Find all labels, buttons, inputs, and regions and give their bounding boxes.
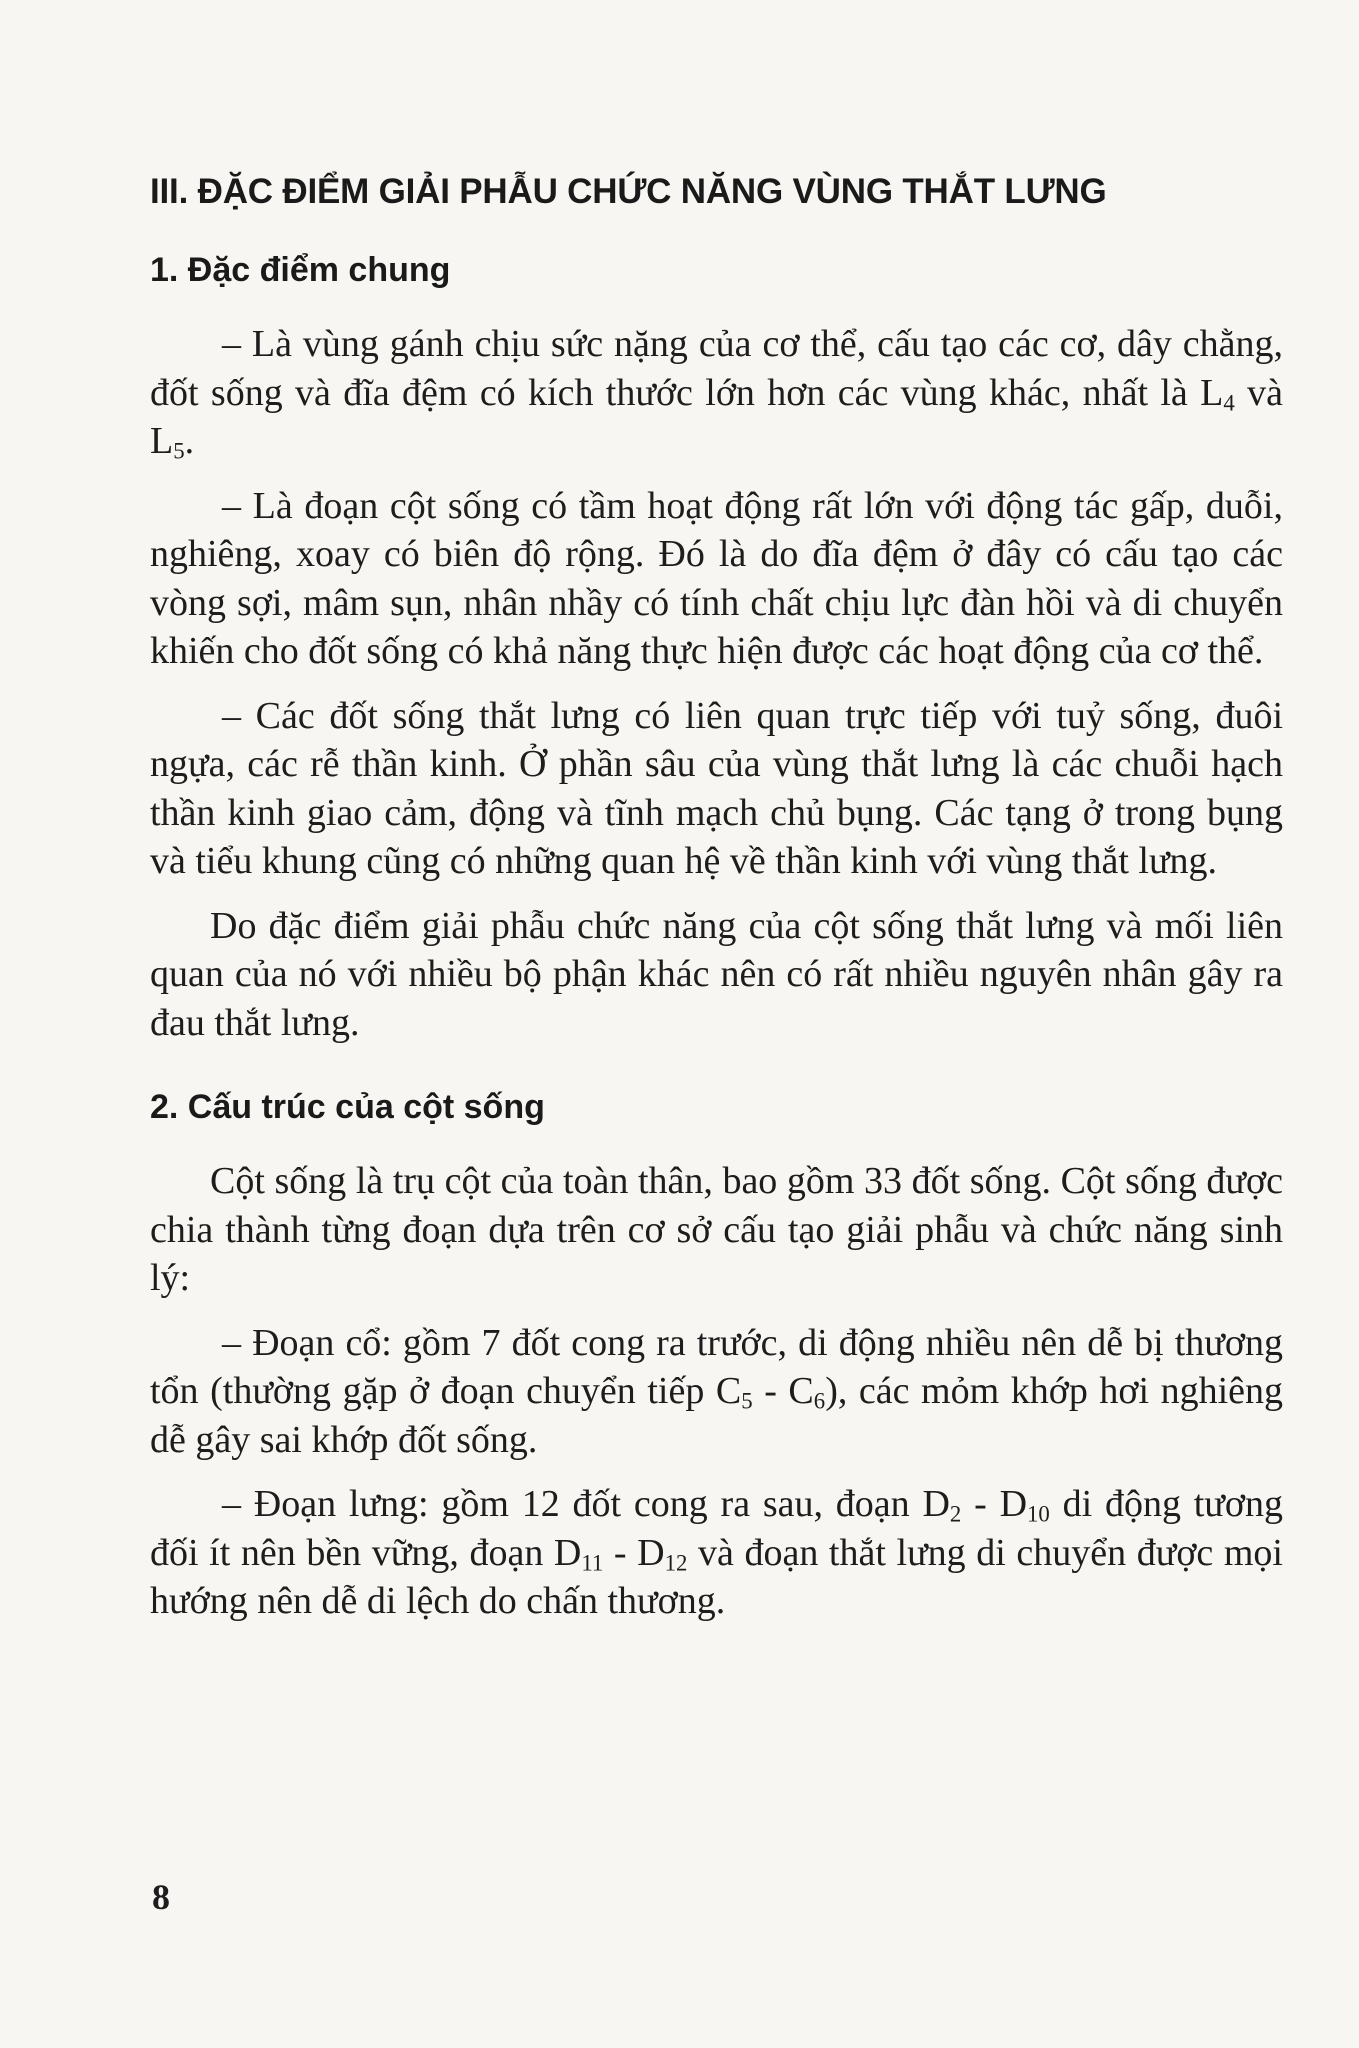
paragraph-3: – Các đốt sống thắt lưng có liên quan trực tiếp với tuỷ sống, đuôi ngựa, các rễ thần kinh. Ở phần sâu của vùng thắt lưng là các chuỗi hạch thần kinh giao cảm, động và tĩnh mạch chủ bụng. Các tạng ở trong bụng và tiểu khung cũng có những quan hệ về thần kinh với vùng thắt lưng.: [150, 694, 1283, 882]
subsection-2-title: 2. Cấu trúc của cột sống: [150, 1088, 545, 1126]
paragraph-6-text: – Đoạn cổ: gồm 7 đốt cong ra trước, di động nhiều nên dễ bị thương tổn (thường gặp ở đoạn chuyển tiếp C: [150, 1321, 1283, 1412]
paragraph-7-part: di động tương đối ít nên bền vững, đoạn D: [150, 1483, 1283, 1574]
paragraph-6-mid: - C: [752, 1370, 814, 1412]
paragraph-2: – Là đoạn cột sống có tầm hoạt động rất lớn với động tác gấp, duỗi, nghiêng, xoay có biên độ rộng. Đó là do đĩa đệm ở đây có cấu tạo các vòng sợi, mâm sụn, nhân nhầy có tính chất chịu lực đàn hồi và di chuyển khiến cho đốt sống có khả năng thực hiện được các hoạt động của cơ thể.: [150, 484, 1283, 672]
subsection-1-title: 1. Đặc điểm chung: [150, 251, 451, 289]
subscript: 5: [173, 438, 185, 464]
paragraph-7-part: - D: [961, 1483, 1028, 1525]
page-number: 8: [152, 1877, 170, 1917]
paragraph-7-part: - D: [603, 1531, 665, 1574]
paragraph-1: [150, 320, 1283, 466]
paragraph-7: [150, 1480, 1283, 1626]
subscript: 11: [581, 1550, 604, 1576]
subscript: 5: [741, 1388, 753, 1414]
paragraph-7-end: và đoạn thắt lưng di chuyển được mọi hướng nên dễ di lệch do chấn thương.: [150, 1531, 1283, 1622]
subscript: 6: [813, 1388, 826, 1414]
paragraph-1-mid: và L: [150, 371, 1283, 462]
paragraph-6: [150, 1319, 1283, 1465]
paragraph-6-end: ), các mỏm khớp hơi nghiêng dễ gây sai khớp đốt sống.: [150, 1370, 1284, 1461]
subscript: 10: [1027, 1501, 1050, 1527]
section-title: III. ĐẶC ĐIỂM GIẢI PHẪU CHỨC NĂNG VÙNG THẮT LƯNG: [150, 172, 1107, 211]
subscript: 2: [949, 1501, 962, 1527]
paragraph-1-text: – Là vùng gánh chịu sức nặng của cơ thể, cấu tạo các cơ, dây chằng, đốt sống và đĩa đệm có kích thước lớn hơn các vùng khác, nhất là L: [150, 323, 1283, 414]
subscript: 4: [1223, 390, 1235, 416]
paragraph-1-end: .: [184, 420, 195, 462]
paragraph-4: Do đặc điểm giải phẫu chức năng của cột sống thắt lưng và mối liên quan của nó với nhiều bộ phận khác nên có rất nhiều nguyên nhân gây ra đau thắt lưng.: [150, 904, 1283, 1044]
paragraph-5: Cột sống là trụ cột của toàn thân, bao gồm 33 đốt sống. Cột sống được chia thành từng đoạn dựa trên cơ sở cấu tạo giải phẫu và chức năng sinh lý:: [150, 1160, 1283, 1299]
subscript: 12: [664, 1550, 688, 1576]
paragraph-7-text: – Đoạn lưng: gồm 12 đốt cong ra sau, đoạn D: [222, 1483, 950, 1525]
